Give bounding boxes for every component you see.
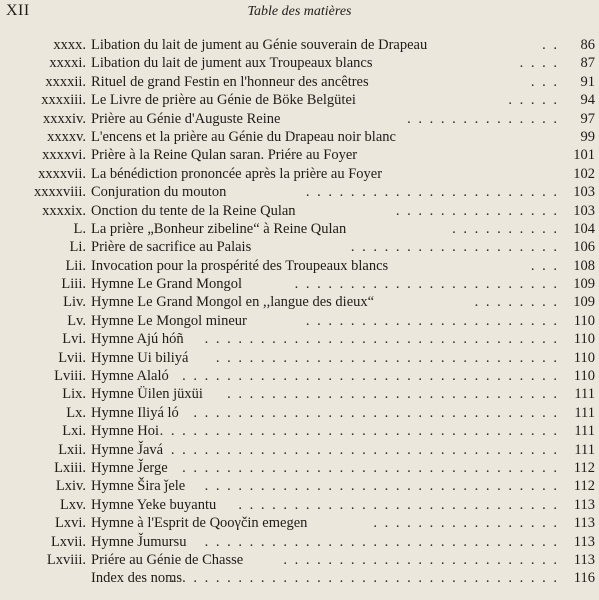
entry-page: 94 xyxy=(580,92,595,109)
entry-number: L. xyxy=(73,220,86,237)
entry-page: 99 xyxy=(580,128,595,145)
entry-title: Hymne Ui biliyá xyxy=(91,349,189,366)
dot-leader: . . . . . . . . . . . . . . . . . . . xyxy=(350,239,559,256)
toc-entry xyxy=(0,36,599,54)
entry-title: Hymne Le Grand Mongol xyxy=(91,276,243,293)
toc-entry xyxy=(0,459,599,477)
entry-number: Lv. xyxy=(67,312,86,329)
dot-leader: . . . . . . . . . . . . . . . . . . . . . . . . . . . . . . . . . . xyxy=(182,368,559,385)
entry-title: Index des noms xyxy=(91,570,183,587)
dot-leader: . . . . . . . . . . . . . . . . . . . . . . . . . . . . . . . . xyxy=(204,533,559,550)
entry-title: Hymne J̌erge xyxy=(91,459,168,476)
entry-page: 113 xyxy=(573,515,595,532)
entry-page: 110 xyxy=(573,349,595,366)
entry-title: Hymne Le Grand Mongol en ,,langue des dieux“ xyxy=(91,294,375,311)
entry-title: Hymne Ajú hóñ xyxy=(91,331,184,348)
entry-page: 109 xyxy=(573,294,595,311)
dot-leader: . . . . . . . . . . . . . . xyxy=(407,110,559,127)
toc-entry xyxy=(0,533,599,551)
toc-entry xyxy=(0,367,599,385)
entry-page: 109 xyxy=(573,276,595,293)
dot-leader: . . . . . . . . . . . . . . . . . . . . . . . . . . . . . . . . . . xyxy=(182,459,559,476)
toc-entry xyxy=(0,349,599,367)
entry-title: Invocation pour la prospérité des Troupeaux blancs xyxy=(91,257,389,274)
toc-entry xyxy=(0,422,599,440)
dot-leader: . . xyxy=(542,37,559,53)
entry-page: 113 xyxy=(573,533,595,550)
toc-entry xyxy=(0,496,599,514)
entry-title: Hymne Iliyá ló xyxy=(91,404,179,421)
entry-title: Rituel de grand Festin en l'honneur des ancêtres xyxy=(91,73,369,90)
dot-leader: . . . . . . . . . . xyxy=(452,220,559,237)
toc-entry xyxy=(0,110,599,128)
entry-title: Hymne Hoi xyxy=(91,423,160,440)
entry-title: La bénédiction prononcée après la prière au Foyer xyxy=(91,165,383,182)
entry-title: Priére au Génie de Chasse xyxy=(91,551,244,568)
entry-title: Prière à la Reine Qulan saran. Priére au Foyer xyxy=(91,147,358,164)
entry-number: Lxii. xyxy=(58,441,86,458)
entry-title: Conjuration du mouton xyxy=(91,184,227,201)
entry-number: Lx. xyxy=(66,404,86,421)
toc-entry xyxy=(0,477,599,495)
entry-number: xxxxiv. xyxy=(43,110,86,127)
entry-page: 112 xyxy=(573,478,595,495)
dot-leader: . . . . . . . . . . . . . . . . . . . . . . . . . . . . . . . . . . . . xyxy=(159,423,559,440)
entry-page: 108 xyxy=(573,257,595,274)
entry-number: xxxxii. xyxy=(45,73,86,90)
toc-entry xyxy=(0,220,599,238)
entry-page: 111 xyxy=(574,423,595,440)
entry-title: Hymne Yeke buyantu xyxy=(91,496,217,513)
dot-leader: . . . . . . . . . . . . . . . . . . . . . . . . . . . . . . . . . . . xyxy=(170,570,559,587)
entry-number: Lxiv. xyxy=(55,478,86,495)
entry-number: Lxviii. xyxy=(46,551,86,568)
entry-number: xxxxvi. xyxy=(42,147,86,164)
entry-page: 111 xyxy=(574,386,595,403)
toc-entry xyxy=(0,569,599,587)
toc-entry xyxy=(0,202,599,220)
entry-number: Lviii. xyxy=(54,368,86,385)
dot-leader: . . . . . . . . . . . . . . . . . xyxy=(373,515,559,532)
dot-leader: . . . . . . . . . . . . . . . xyxy=(395,202,559,219)
entry-title: Prière au Génie d'Auguste Reine xyxy=(91,110,281,127)
entry-page: 112 xyxy=(573,459,595,476)
toc-entry xyxy=(0,404,599,422)
entry-page: 102 xyxy=(573,165,595,182)
entry-page: 103 xyxy=(573,202,595,219)
dot-leader: . . . . . . . . xyxy=(474,294,559,311)
page-number: XII xyxy=(6,2,30,19)
dot-leader: . . . . . . . . . . . . . . . . . . . . . . . . . . . . . . . . . xyxy=(193,404,559,421)
running-title: Table des matières xyxy=(247,4,352,19)
toc-entry xyxy=(0,128,599,146)
entry-page: 106 xyxy=(573,239,595,256)
toc-entry xyxy=(0,73,599,91)
entry-number: Lvi. xyxy=(62,331,86,348)
entry-page: 101 xyxy=(573,147,595,164)
dot-leader: . . . . . . . . . . . . . . . . . . . . . . . xyxy=(305,184,559,201)
dot-leader: . . . . . xyxy=(508,92,559,109)
dot-leader: . . . . . . . . . . . . . . . . . . . . . . . . . xyxy=(283,551,559,568)
dot-leader: . . . xyxy=(530,257,559,274)
entry-page: 111 xyxy=(574,404,595,421)
entry-page: 111 xyxy=(574,441,595,458)
entry-title: Prière de sacrifice au Palais xyxy=(91,239,252,256)
toc-entry xyxy=(0,165,599,183)
dot-leader: . . . . . . . . . . . . . . . . . . . . . . . . . . . . . xyxy=(238,496,559,513)
dot-leader: . . . . . . . . . . . . . . . . . . . . . . . . . . . . . . xyxy=(227,386,559,403)
entry-page: 87 xyxy=(580,55,595,72)
entry-number: Li. xyxy=(69,239,86,256)
entry-number: xxxxviii. xyxy=(34,184,86,201)
entry-title: Hymne J̌avá xyxy=(91,441,164,458)
entry-page: 110 xyxy=(573,331,595,348)
entry-page: 116 xyxy=(573,570,595,587)
entry-number: xxxxvii. xyxy=(38,165,86,182)
entry-page: 110 xyxy=(573,368,595,385)
entry-page: 86 xyxy=(580,37,595,53)
dot-leader: . . . . xyxy=(519,55,559,72)
entry-title: Hymne à l'Esprit de Qooγčin emegen xyxy=(91,515,308,532)
entry-number: xxxxv. xyxy=(47,128,86,145)
entry-title: Hymne Le Mongol mineur xyxy=(91,312,247,329)
entry-title: Onction du tente de la Reine Qulan xyxy=(91,202,296,219)
entry-number: Lxiii. xyxy=(54,459,86,476)
toc-entry xyxy=(0,514,599,532)
entry-title: Libation du lait de jument au Génie souverain de Drapeau xyxy=(91,37,428,53)
entry-title: La prière „Bonheur zibeline“ à Reine Qulan xyxy=(91,220,347,237)
entry-title: Hymne Alaló xyxy=(91,368,169,385)
entry-page: 91 xyxy=(580,73,595,90)
entry-page: 97 xyxy=(580,110,595,127)
entry-number: Liii. xyxy=(61,276,86,293)
toc-entry xyxy=(0,441,599,459)
entry-title: Hymne Šira ǰele xyxy=(91,478,186,495)
toc-entry xyxy=(0,146,599,164)
dot-leader: . . . . . . . . . . . . . . . . . . . . . . . . . . . . . . . . xyxy=(204,478,559,495)
entry-number: xxxx. xyxy=(53,37,86,53)
entry-number: Lix. xyxy=(62,386,86,403)
toc-entry xyxy=(0,91,599,109)
toc-entry xyxy=(0,257,599,275)
entry-number: xxxxix. xyxy=(42,202,86,219)
entry-number: xxxxi. xyxy=(49,55,86,72)
toc-entry xyxy=(0,54,599,72)
dot-leader: . . . . . . . . . . . . . . . . . . . . . . . . . . . . . . . . . . . xyxy=(170,441,559,458)
entry-title: Le Livre de prière au Génie de Böke Belgütei xyxy=(91,92,356,109)
entry-number: Lii. xyxy=(65,257,86,274)
toc-entry xyxy=(0,330,599,348)
entry-number: Lxi. xyxy=(62,423,86,440)
entry-number: Lxvi. xyxy=(54,515,86,532)
entry-page: 104 xyxy=(573,220,595,237)
entry-number: Lvii. xyxy=(58,349,86,366)
entry-page: 113 xyxy=(573,496,595,513)
table-of-contents xyxy=(0,36,599,588)
entry-number: Liv. xyxy=(63,294,86,311)
toc-entry xyxy=(0,293,599,311)
toc-entry xyxy=(0,551,599,569)
dot-leader: . . . . . . . . . . . . . . . . . . . . . . . xyxy=(305,312,559,329)
entry-title: Hymne Üilen jüxüi xyxy=(91,386,203,403)
entry-page: 103 xyxy=(573,184,595,201)
entry-number: Lxvii. xyxy=(50,533,86,550)
entry-number: Lxv. xyxy=(59,496,86,513)
toc-entry xyxy=(0,312,599,330)
page-header xyxy=(0,2,599,24)
entry-page: 110 xyxy=(573,312,595,329)
entry-title: Libation du lait de jument aux Troupeaux blancs xyxy=(91,55,373,72)
entry-number: xxxxiii. xyxy=(41,92,86,109)
entry-title: L'encens et la prière au Génie du Drapeau noir blanc xyxy=(91,128,396,145)
entry-title: Hymne J̌umursu xyxy=(91,533,187,550)
entry-page: 113 xyxy=(573,551,595,568)
dot-leader: . . . . . . . . . . . . . . . . . . . . . . . . . . . . . . . xyxy=(215,349,559,366)
toc-entry xyxy=(0,238,599,256)
toc-entry xyxy=(0,183,599,201)
dot-leader: . . . . . . . . . . . . . . . . . . . . . . . . . . . . . . . . xyxy=(204,331,559,348)
dot-leader: . . . xyxy=(530,73,559,90)
dot-leader: . . . . . . . . . . . . . . . . . . . . . . . . xyxy=(294,276,559,293)
toc-entry xyxy=(0,275,599,293)
toc-entry xyxy=(0,385,599,403)
